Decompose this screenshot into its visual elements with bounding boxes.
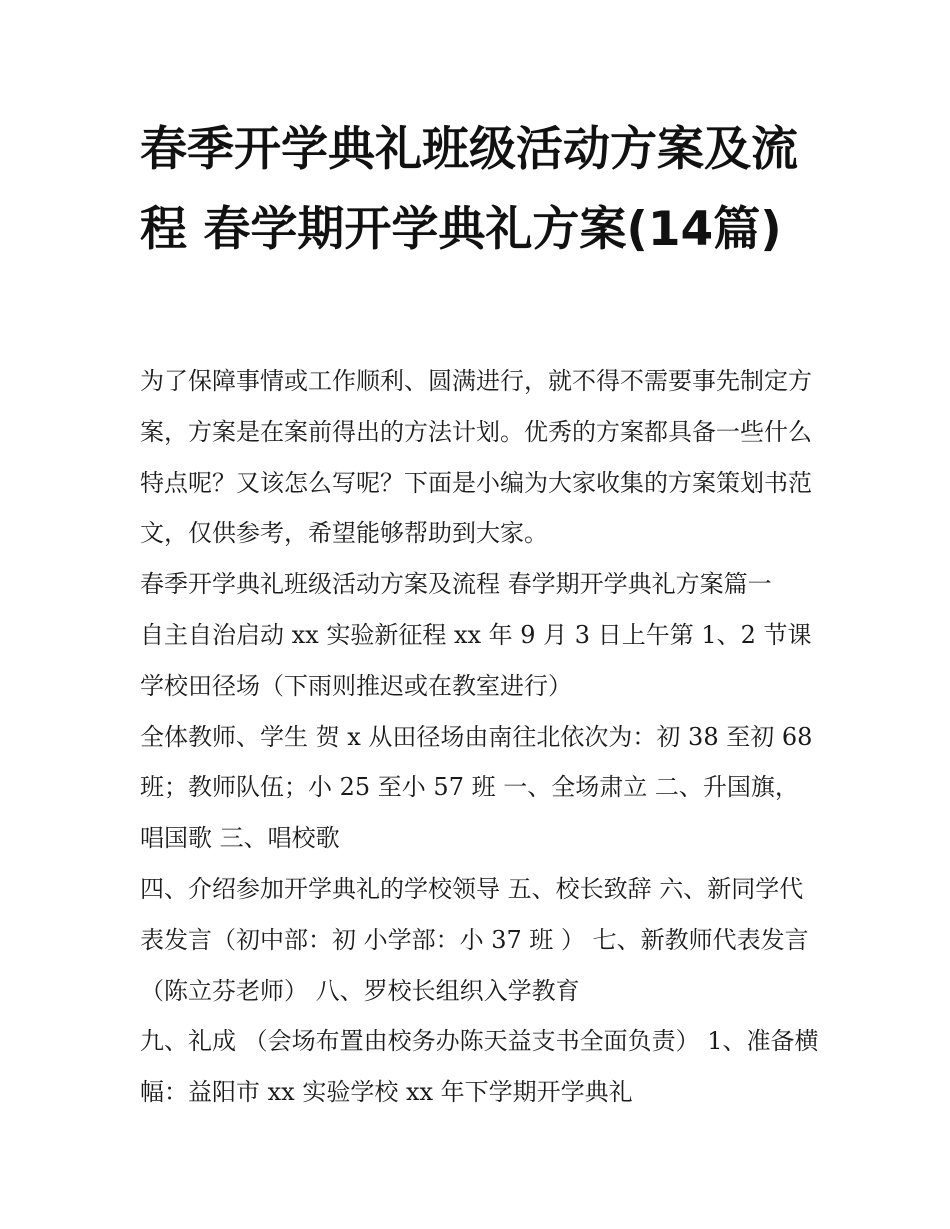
paragraph-section-heading: 春季开学典礼班级活动方案及流程 春学期开学典礼方案篇一	[140, 570, 772, 599]
paragraph-participants-agenda: 全体教师、学生 贺 x 从田径场由南往北依次为：初 38 至初 68 班；教师队伍；小 25 至小 57 班 一、全场肃立 二、升国旗，唱国歌 三、唱校歌	[140, 722, 813, 853]
paragraph-theme-time: 自主自治启动 xx 实验新征程 xx 年 9 月 3 日上午第 1、2 节课	[140, 620, 812, 649]
paragraph-agenda-continued: 四、介绍参加开学典礼的学校领导 五、校长致辞 六、新同学代表发言（初中部：初 小学部：小 37 班 ） 七、新教师代表发言（陈立芬老师） 八、罗校长组织入学教育	[140, 874, 809, 1005]
paragraph-venue: 学校田径场（下雨则推迟或在教室进行）	[140, 671, 572, 700]
document-title: 春季开学典礼班级活动方案及流程 春学期开学典礼方案(14篇)	[140, 122, 798, 257]
document-body	[140, 356, 820, 1118]
paragraph-intro: 为了保障事情或工作顺利、圆满进行，就不得不需要事先制定方案，方案是在案前得出的方法计划。优秀的方案都具备一些什么特点呢？又该怎么写呢？下面是小编为大家收集的方案策划书范文，仅供参考，希望能够帮助到大家。	[140, 367, 812, 548]
paragraph-closing-preparation: 九、礼成 （会场布置由校务办陈天益支书全面负责） 1、准备横幅：益阳市 xx 实验学校 xx 年下学期开学典礼	[140, 1027, 819, 1107]
